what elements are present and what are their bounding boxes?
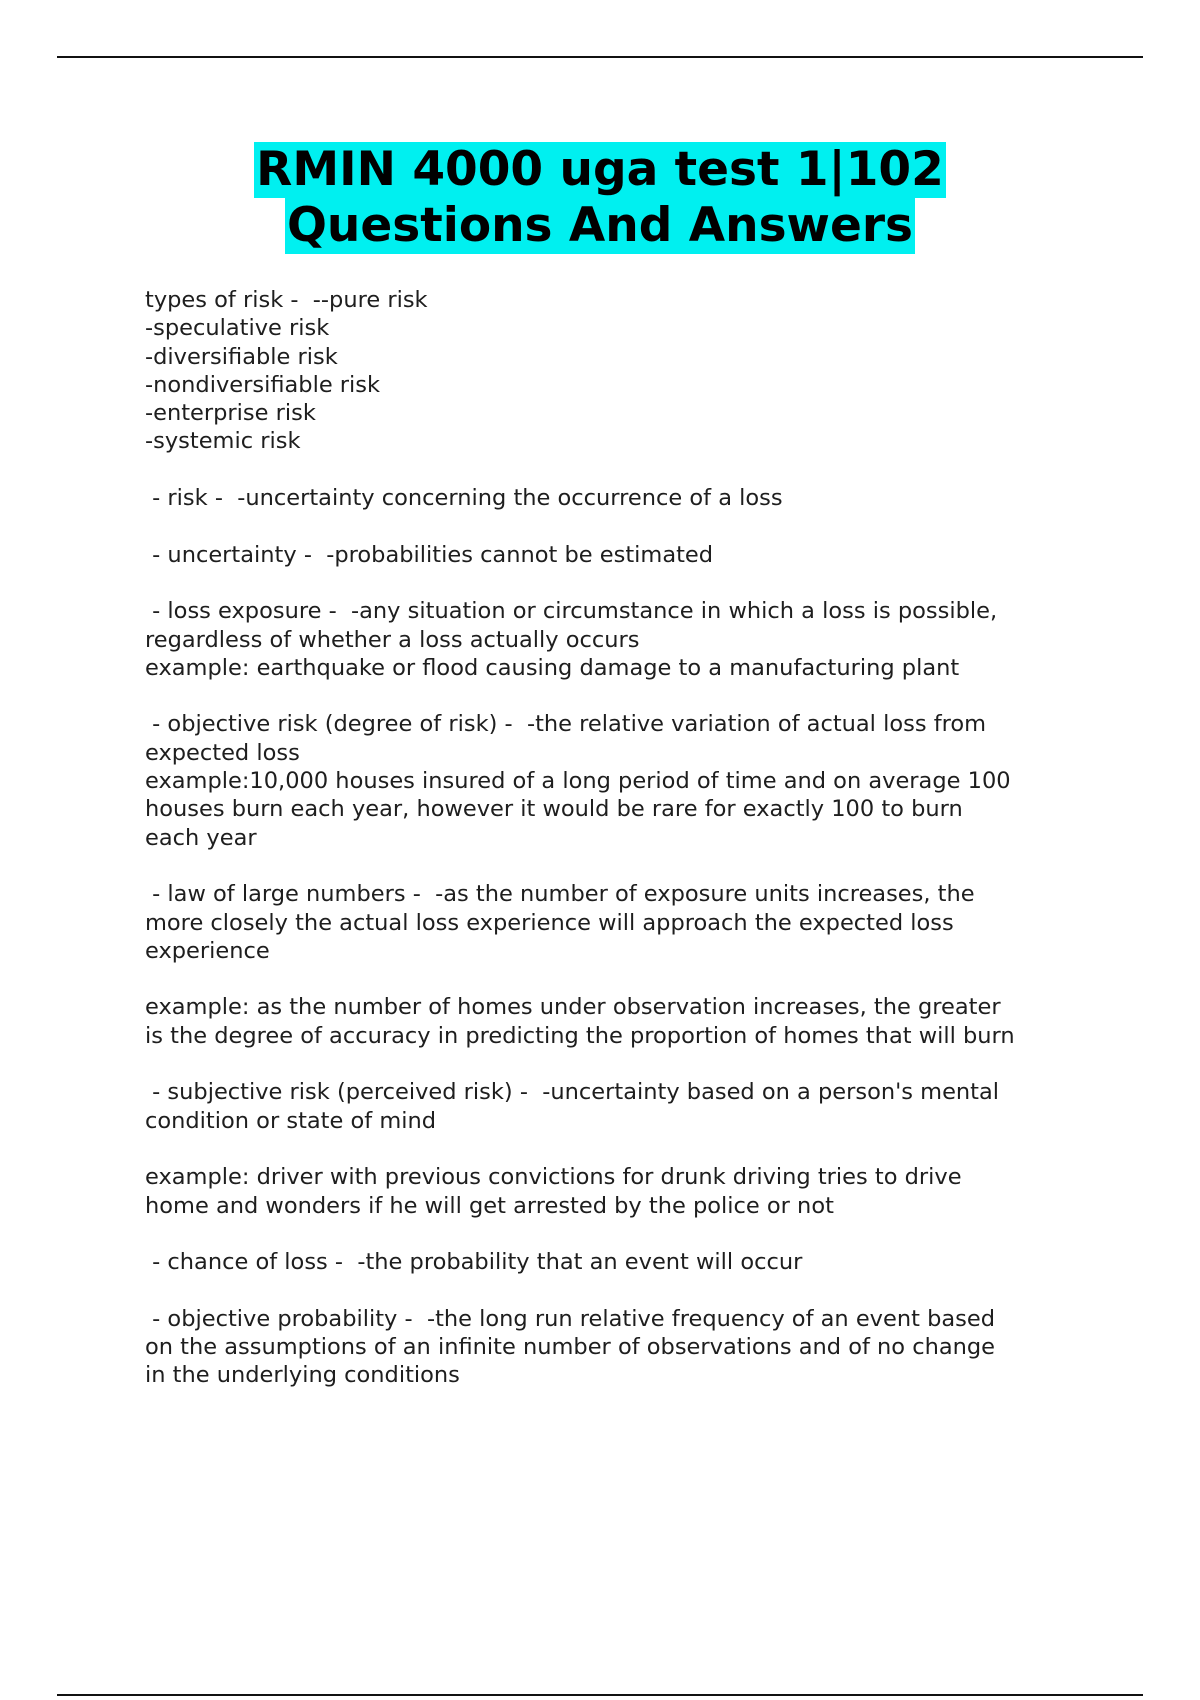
flashcard-line: in the underlying conditions bbox=[145, 1362, 460, 1389]
flashcard-line: - subjective risk (perceived risk) - -uncertainty based on a person's mental bbox=[145, 1079, 1000, 1106]
blank-line bbox=[145, 1135, 1095, 1163]
flashcard-list bbox=[145, 286, 1095, 1418]
flashcard-line: more closely the actual loss experience will approach the expected loss bbox=[145, 909, 954, 936]
flashcard-line: houses burn each year, however it would be rare for exactly 100 to burn bbox=[145, 796, 963, 823]
flashcard-line: types of risk - --pure risk bbox=[145, 287, 428, 313]
flashcard-line: example:10,000 houses insured of a long period of time and on average 100 bbox=[145, 768, 1011, 795]
flashcard-line: -speculative risk bbox=[145, 315, 330, 342]
flashcard-line: - risk - -uncertainty concerning the occurrence of a loss bbox=[145, 485, 783, 512]
flashcard-line: -nondiversifiable risk bbox=[145, 371, 381, 398]
flashcard bbox=[145, 880, 1095, 1050]
flashcard-line: -diversifiable risk bbox=[145, 343, 338, 370]
flashcard-line: expected loss bbox=[145, 739, 300, 766]
flashcard bbox=[145, 541, 1095, 569]
flashcard bbox=[145, 1248, 1095, 1276]
flashcard-line: each year bbox=[145, 824, 257, 851]
flashcard-line: example: driver with previous convictions for drunk driving tries to drive bbox=[145, 1164, 962, 1191]
bottom-divider bbox=[57, 1694, 1143, 1696]
flashcard-line: regardless of whether a loss actually occurs bbox=[145, 626, 640, 653]
flashcard bbox=[145, 1078, 1095, 1219]
flashcard bbox=[145, 286, 1095, 456]
blank-line bbox=[145, 965, 1095, 993]
flashcard-line: experience bbox=[145, 937, 270, 964]
title-line-2: Questions And Answers bbox=[286, 198, 914, 253]
flashcard-line: example: as the number of homes under observation increases, the greater bbox=[145, 994, 1001, 1021]
flashcard-line: condition or state of mind bbox=[145, 1107, 437, 1134]
flashcard-line: home and wonders if he will get arrested by the police or not bbox=[145, 1192, 834, 1219]
title-line-1: RMIN 4000 uga test 1|102 bbox=[256, 142, 944, 197]
flashcard-line: - law of large numbers - -as the number of exposure units increases, the bbox=[145, 881, 975, 908]
document-title bbox=[0, 142, 1200, 254]
flashcard-line: is the degree of accuracy in predicting the proportion of homes that will burn bbox=[145, 1022, 1015, 1049]
flashcard-line: example: earthquake or flood causing damage to a manufacturing plant bbox=[145, 654, 960, 681]
flashcard-line: -systemic risk bbox=[145, 428, 301, 455]
flashcard bbox=[145, 710, 1095, 851]
flashcard-line: -enterprise risk bbox=[145, 400, 316, 427]
flashcard bbox=[145, 1305, 1095, 1390]
flashcard-line: on the assumptions of an infinite number of observations and of no change bbox=[145, 1333, 996, 1360]
flashcard bbox=[145, 597, 1095, 682]
flashcard-line: - objective probability - -the long run relative frequency of an event based bbox=[145, 1305, 995, 1332]
top-divider bbox=[57, 56, 1143, 58]
flashcard-line: - loss exposure - -any situation or circumstance in which a loss is possible, bbox=[145, 598, 998, 625]
flashcard-line: - chance of loss - -the probability that an event will occur bbox=[145, 1249, 803, 1276]
flashcard-line: - uncertainty - -probabilities cannot be estimated bbox=[145, 541, 714, 568]
flashcard bbox=[145, 484, 1095, 512]
flashcard-line: - objective risk (degree of risk) - -the relative variation of actual loss from bbox=[145, 711, 987, 738]
